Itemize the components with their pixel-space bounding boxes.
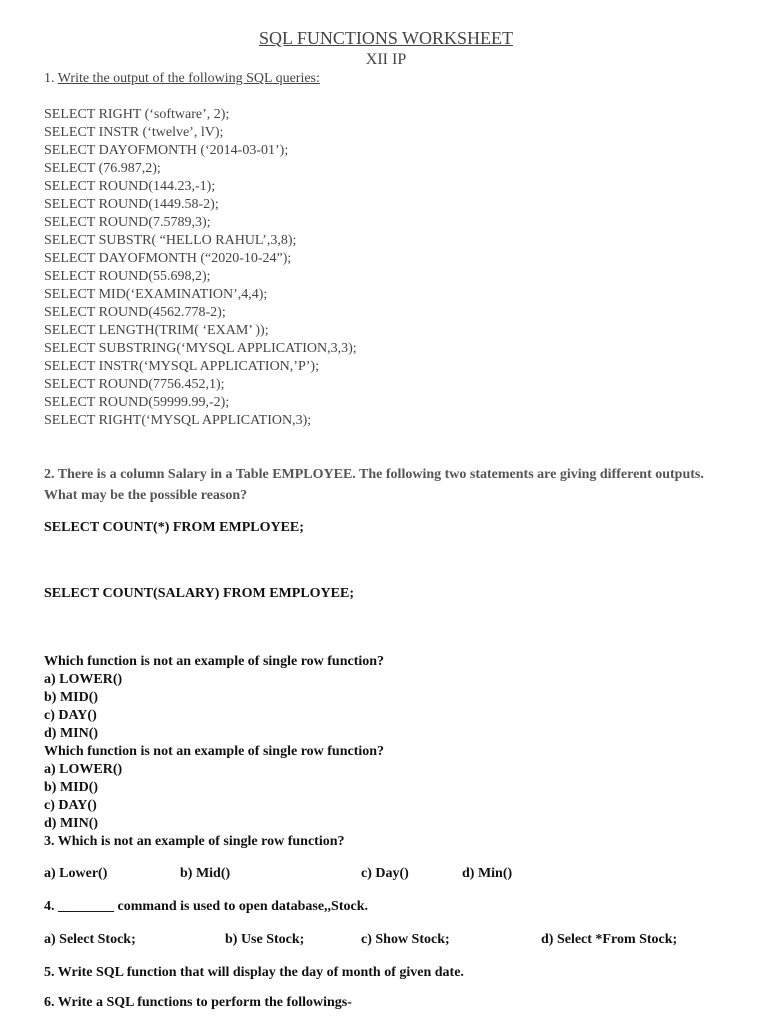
query-line: SELECT RIGHT(‘MYSQL APPLICATION,3);	[44, 413, 312, 428]
q4-option-b: b) Use Stock;	[225, 932, 305, 947]
question-1-number: 1.	[44, 71, 55, 86]
query-line: SELECT SUBSTRING(‘MYSQL APPLICATION,3,3);	[44, 341, 357, 356]
query-line: SELECT SUBSTR( “HELLO RAHUL’,3,8);	[44, 233, 297, 248]
q4-option-c: c) Show Stock;	[361, 932, 450, 947]
mcq-question: Which function is not an example of single row function?	[44, 654, 385, 669]
mcq-option: b) MID()	[44, 780, 99, 795]
question-2-text: 2. There is a column Salary in a Table EMPLOYEE. The following two statements are giving different outputs. What may be the possible reason?	[44, 467, 704, 503]
query-line: SELECT LENGTH(TRIM( ‘EXAM’ ));	[44, 323, 269, 338]
page-subtitle: XII IP	[365, 51, 407, 68]
q3-option-c: c) Day()	[361, 866, 409, 881]
query-line: SELECT INSTR(‘MYSQL APPLICATION,’P’);	[44, 359, 319, 374]
mcq-option: b) MID()	[44, 690, 99, 705]
question-1-heading	[44, 71, 320, 87]
query-line: SELECT DAYOFMONTH (‘2014-03-01’);	[44, 143, 289, 158]
query-line: SELECT ROUND(1449.58-2);	[44, 197, 219, 212]
query-line: SELECT ROUND(4562.778-2);	[44, 305, 226, 320]
query-line: SELECT ROUND(55.698,2);	[44, 269, 211, 284]
q3-option-d: d) Min()	[462, 866, 513, 881]
question-2-statement-1: SELECT COUNT(*) FROM EMPLOYEE;	[44, 520, 304, 535]
mcq-option: c) DAY()	[44, 798, 97, 813]
q4-option-d: d) Select *From Stock;	[541, 932, 678, 947]
q3-option-a: a) Lower()	[44, 866, 108, 881]
mcq-option: d) MIN()	[44, 816, 99, 831]
q4-option-a: a) Select Stock;	[44, 932, 136, 947]
query-line: SELECT (76.987,2);	[44, 161, 161, 176]
question-3-text: 3. Which is not an example of single row function?	[44, 834, 345, 849]
query-line: SELECT INSTR (‘twelve’, lV);	[44, 125, 224, 140]
query-list	[44, 106, 357, 430]
question-6-text: 6. Write a SQL functions to perform the followings-	[44, 995, 352, 1010]
query-line: SELECT ROUND(7756.452,1);	[44, 377, 225, 392]
query-line: SELECT MID(‘EXAMINATION’,4,4);	[44, 287, 268, 302]
question-2-statement-2: SELECT COUNT(SALARY) FROM EMPLOYEE;	[44, 586, 354, 601]
q3-option-b: b) Mid()	[180, 866, 231, 881]
question-4-text: 4. ________ command is used to open database,,Stock.	[44, 899, 368, 914]
mcq-option: d) MIN()	[44, 726, 99, 741]
page-title: SQL FUNCTIONS WORKSHEET	[258, 28, 513, 48]
mcq-option: a) LOWER()	[44, 762, 123, 777]
mcq-question: Which function is not an example of single row function?	[44, 744, 385, 759]
query-line: SELECT ROUND(144.23,-1);	[44, 179, 216, 194]
query-line: SELECT ROUND(7.5789,3);	[44, 215, 211, 230]
mcq-block-a	[44, 653, 384, 851]
question-1-text: Write the output of the following SQL queries:	[57, 71, 320, 86]
query-line: SELECT ROUND(59999.99,-2);	[44, 395, 230, 410]
query-line: SELECT RIGHT (‘software’, 2);	[44, 107, 230, 122]
question-5-text: 5. Write SQL function that will display the day of month of given date.	[44, 965, 464, 980]
mcq-option: a) LOWER()	[44, 672, 123, 687]
query-line: SELECT DAYOFMONTH (“2020-10-24”);	[44, 251, 292, 266]
mcq-option: c) DAY()	[44, 708, 97, 723]
